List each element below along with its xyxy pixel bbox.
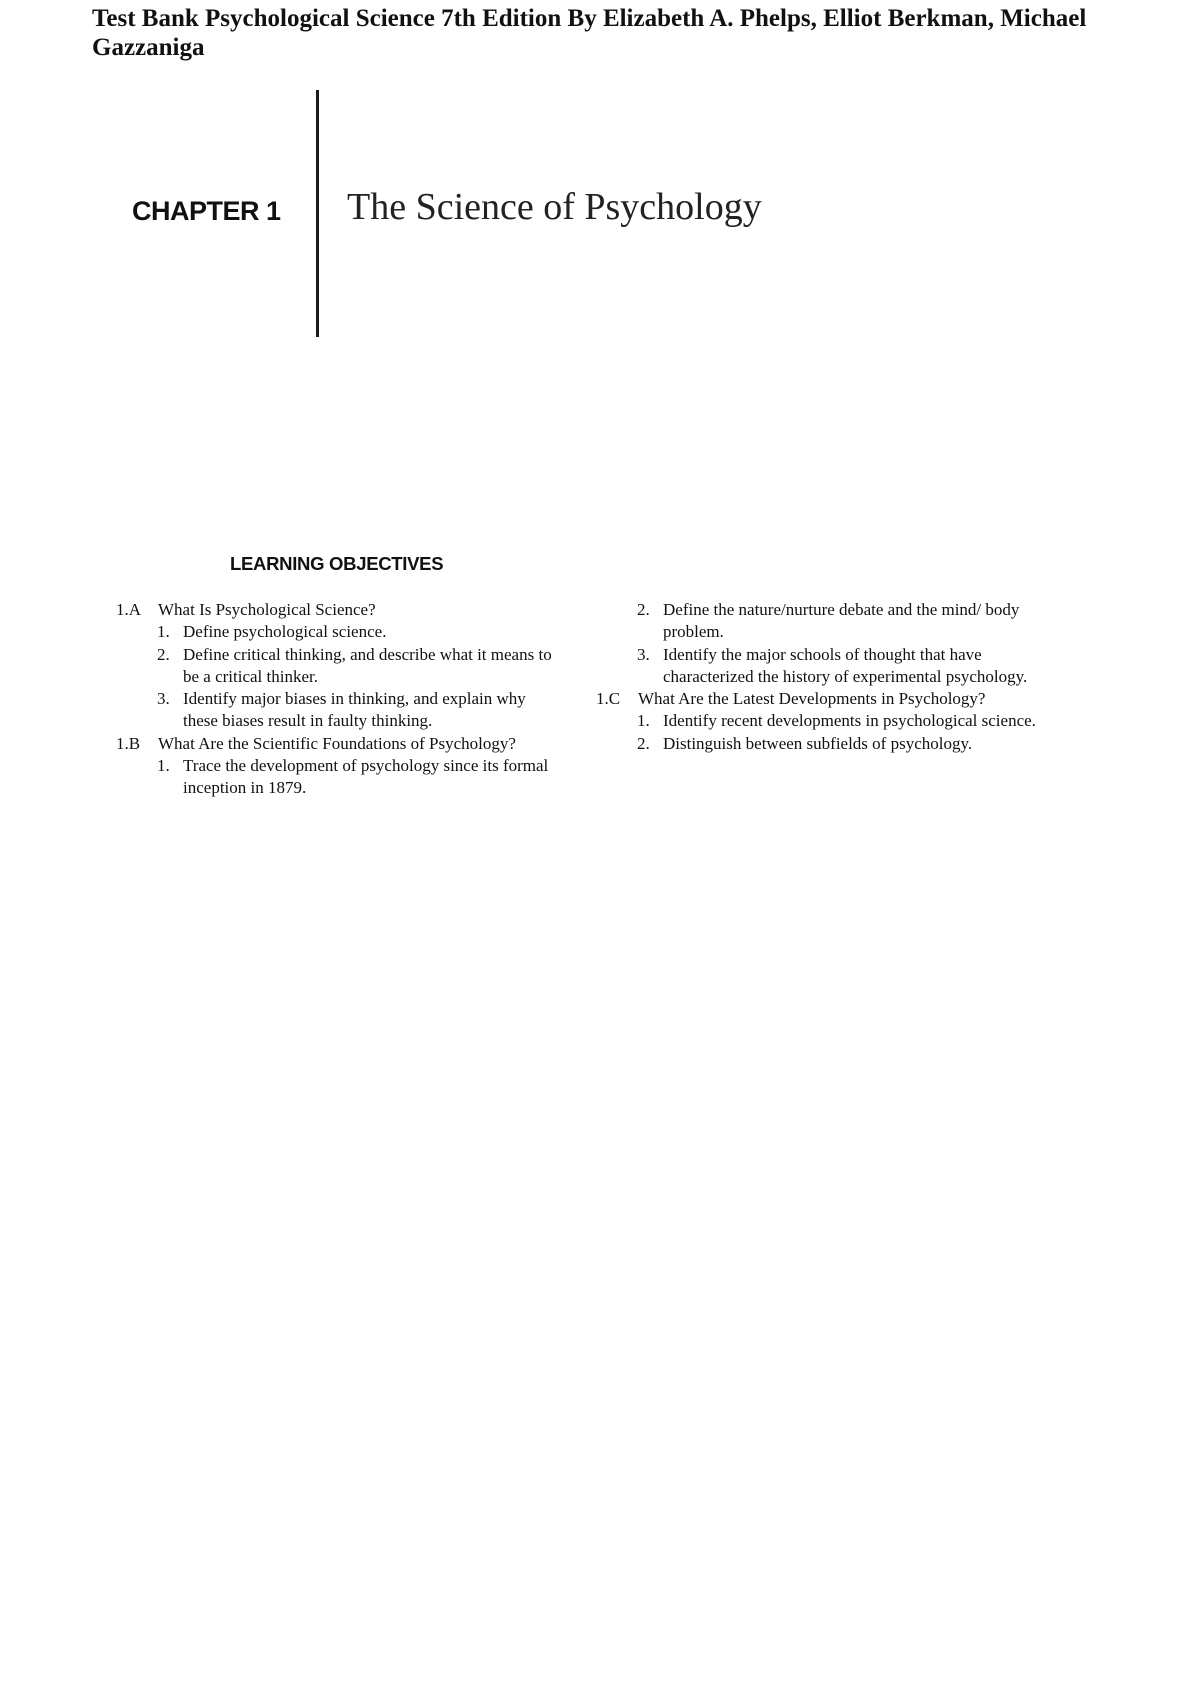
chapter-label: CHAPTER 1 <box>132 196 281 226</box>
item-text: Trace the development of psychology since its formal inception in 1879. <box>183 756 549 798</box>
section-title: What Are the Latest Developments in Psychology? <box>638 689 986 709</box>
item-number: 2. <box>637 600 650 619</box>
objectives-left-column <box>116 599 556 800</box>
chapter-title: The Science of Psychology <box>347 186 762 228</box>
item-text: Identify the major schools of thought that have characterized the history of experimental psychology. <box>663 644 1028 686</box>
objective-item <box>596 644 1036 689</box>
item-text: Define psychological science. <box>183 622 387 642</box>
objective-item <box>596 710 1036 732</box>
section-number: 1.C <box>596 689 621 709</box>
item-number: 1. <box>637 711 650 731</box>
item-text: Define critical thinking, and describe what it means to be a critical thinker. <box>183 644 552 686</box>
objective-item <box>116 755 556 800</box>
item-number: 3. <box>637 644 650 664</box>
learning-objectives-heading: LEARNING OBJECTIVES <box>230 553 444 574</box>
chapter-divider <box>316 90 319 337</box>
item-number: 1. <box>157 622 170 642</box>
objective-item <box>116 644 556 689</box>
section-title: What Are the Scientific Foundations of Psychology? <box>158 733 516 753</box>
objective-item <box>596 599 1036 644</box>
document-header: Test Bank Psychological Science 7th Edition By Elizabeth A. Phelps, Elliot Berkman, Michael Gazzaniga <box>92 5 1087 61</box>
objective-item <box>116 688 556 733</box>
objective-section-1c <box>596 688 1036 710</box>
item-number: 2. <box>637 733 650 753</box>
section-title: What Is Psychological Science? <box>158 600 376 619</box>
item-number: 3. <box>157 689 170 709</box>
section-number: 1.B <box>116 733 141 753</box>
objective-section-1a <box>116 599 556 621</box>
objective-item <box>116 621 556 643</box>
item-text: Identify major biases in thinking, and explain why these biases result in faulty thinking. <box>183 689 526 731</box>
item-text: Define the nature/nurture debate and the mind/ body problem. <box>663 600 1020 642</box>
section-number: 1.A <box>116 600 142 619</box>
item-number: 2. <box>157 644 170 664</box>
objective-section-1b <box>116 733 556 755</box>
item-number: 1. <box>157 756 170 776</box>
objective-item <box>596 733 1036 755</box>
objectives-right-column <box>596 599 1036 755</box>
item-text: Distinguish between subfields of psychology. <box>663 733 973 753</box>
item-text: Identify recent developments in psychological science. <box>663 711 1036 731</box>
